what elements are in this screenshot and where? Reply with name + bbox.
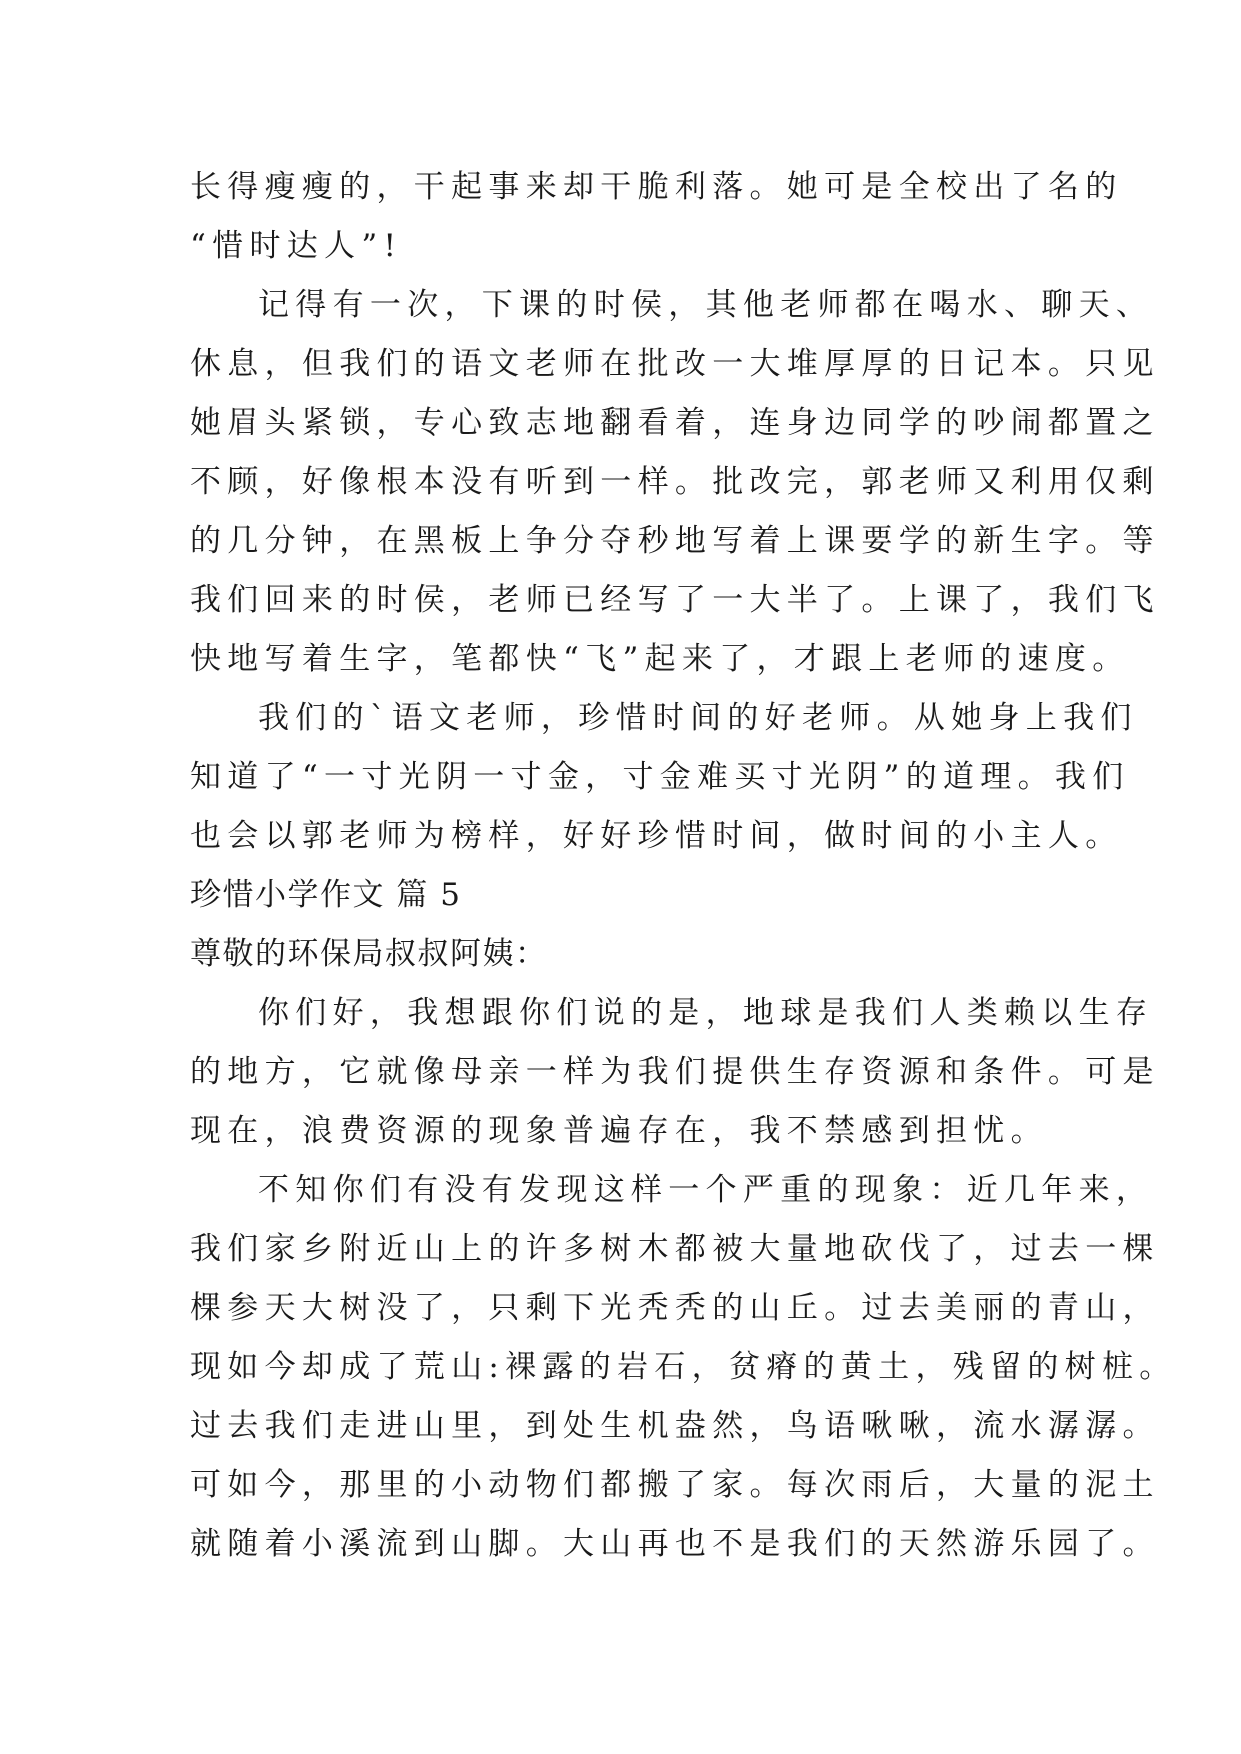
text-line: “惜时达人”! bbox=[190, 228, 403, 264]
text-line: 现如今却成了荒山:裸露的岩石，贫瘠的黄土，残留的树桩。 bbox=[190, 1349, 1177, 1385]
text-line: 棵参天大树没了，只剩下光秃秃的山丘。过去美丽的青山， bbox=[190, 1290, 1160, 1326]
paragraph-start-line: 不知你们有没有发现这样一个严重的现象：近几年来， bbox=[258, 1172, 1154, 1208]
text-line: 的几分钟，在黑板上争分夺秒地写着上课要学的新生字。等 bbox=[190, 523, 1160, 559]
salutation: 尊敬的环保局叔叔阿姨： bbox=[190, 936, 548, 972]
text-line: 现在，浪费资源的现象普遍存在，我不禁感到担忧。 bbox=[190, 1113, 1048, 1149]
text-line: 休息，但我们的语文老师在批改一大堆厚厚的日记本。只见 bbox=[190, 346, 1160, 382]
text-line: 过去我们走进山里，到处生机盎然，鸟语啾啾，流水潺潺。 bbox=[190, 1408, 1160, 1444]
text-line: 不顾，好像根本没有听到一样。批改完，郭老师又利用仅剩 bbox=[190, 464, 1160, 500]
paragraph-start-line: 你们好，我想跟你们说的是，地球是我们人类赖以生存 bbox=[258, 995, 1154, 1031]
text-line: 长得瘦瘦的，干起事来却干脆利落。她可是全校出了名的 bbox=[190, 169, 1123, 205]
text-line: 我们回来的时侯，老师已经写了一大半了。上课了，我们飞 bbox=[190, 582, 1160, 618]
text-line: 知道了“一寸光阴一寸金，寸金难买寸光阴”的道理。我们 bbox=[190, 759, 1130, 795]
paragraph-start-line: 我们的`语文老师，珍惜时间的好老师。从她身上我们 bbox=[258, 700, 1138, 736]
paragraph-start-line: 记得有一次，下课的时侯，其他老师都在喝水、聊天、 bbox=[258, 287, 1154, 323]
document-body bbox=[190, 158, 1177, 1574]
text-line: 可如今，那里的小动物们都搬了家。每次雨后，大量的泥土 bbox=[190, 1467, 1160, 1503]
text-line: 就随着小溪流到山脚。大山再也不是我们的天然游乐园了。 bbox=[190, 1526, 1160, 1562]
text-line: 也会以郭老师为榜样，好好珍惜时间，做时间的小主人。 bbox=[190, 818, 1123, 854]
text-line: 我们家乡附近山上的许多树木都被大量地砍伐了，过去一棵 bbox=[190, 1231, 1160, 1267]
text-line: 的地方，它就像母亲一样为我们提供生存资源和条件。可是 bbox=[190, 1054, 1160, 1090]
text-line: 她眉头紧锁，专心致志地翻看着，连身边同学的吵闹都置之 bbox=[190, 405, 1160, 441]
section-heading: 珍惜小学作文 篇 5 bbox=[190, 877, 462, 913]
text-line: 快地写着生字，笔都快“飞”起来了，才跟上老师的速度。 bbox=[190, 641, 1130, 677]
